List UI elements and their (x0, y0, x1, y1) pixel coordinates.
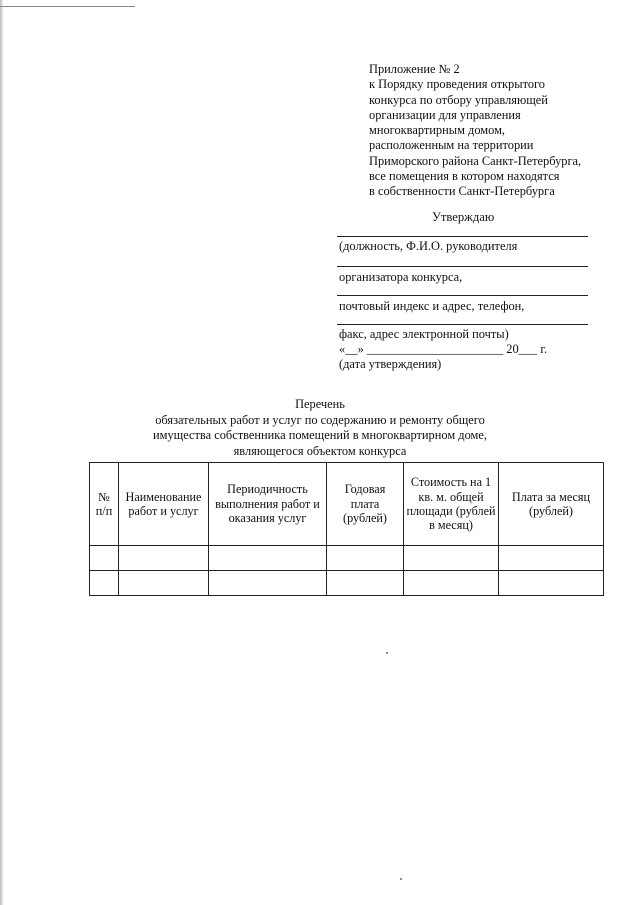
appendix-line: расположенным на территории (369, 138, 534, 153)
approval-line: факс, адрес электронной почты) (339, 327, 509, 341)
approval-date-caption: (дата утверждения) (339, 357, 442, 371)
appendix-line: Приморского района Санкт-Петербурга, (369, 153, 582, 168)
table-header-row (90, 463, 604, 546)
scan-speck (400, 878, 402, 880)
table-cell (499, 571, 604, 596)
table-cell (404, 546, 499, 571)
column-header-annual-fee: Годовая плата (рублей) (327, 463, 404, 546)
list-heading: Перечень (295, 397, 345, 411)
signature-line (337, 236, 588, 237)
table-cell (404, 571, 499, 596)
appendix-line: все помещения в котором находятся (369, 169, 560, 184)
table-cell (90, 546, 119, 571)
column-header-name: Наименование работ и услуг (119, 463, 209, 546)
list-subtitle-line: обязательных работ и услуг по содержанию и ремонту общего (155, 412, 485, 427)
appendix-header (369, 62, 619, 200)
approval-title: Утверждаю (432, 210, 495, 224)
table-cell (327, 546, 404, 571)
table-cell (209, 546, 327, 571)
appendix-line: организации для управления (369, 107, 521, 122)
list-subtitle-line: имущества собственника помещений в многоквартирном доме, (153, 428, 487, 442)
table-row (90, 571, 604, 596)
scan-speck (386, 652, 388, 654)
signature-line (337, 324, 588, 325)
appendix-line: многоквартирным домом, (369, 123, 506, 138)
table-row (90, 546, 604, 571)
approval-line: почтовый индекс и адрес, телефон, (339, 299, 525, 313)
signature-line (337, 295, 588, 296)
table-cell (90, 571, 119, 596)
appendix-line: в собственности Санкт-Петербурга (369, 184, 555, 199)
appendix-line: конкурса по отбору управляющей (369, 92, 548, 107)
list-title (0, 397, 640, 459)
works-table (89, 462, 604, 596)
approval-line: (должность, Ф.И.О. руководителя (339, 239, 518, 253)
column-header-periodicity: Периодичность выполнения работ и оказания услуг (209, 463, 327, 546)
approval-date-line: «__» ______________________ 20___ г. (339, 342, 548, 356)
table-cell (119, 571, 209, 596)
column-header-cost-per-sqm: Стоимость на 1 кв. м. общей площади (рублей в месяц) (404, 463, 499, 546)
approval-line: организатора конкурса, (339, 270, 463, 284)
table-cell (499, 546, 604, 571)
table-cell (327, 571, 404, 596)
list-subtitle-line: являющегося объектом конкурса (233, 443, 407, 458)
scan-top-line (0, 6, 135, 7)
appendix-line: Приложение № 2 (369, 62, 460, 76)
table-cell (119, 546, 209, 571)
column-header-monthly-fee: Плата за месяц (рублей) (499, 463, 604, 546)
appendix-line: к Порядку проведения открытого (369, 77, 545, 92)
column-header-number: № п/п (90, 463, 119, 546)
signature-line (337, 266, 588, 267)
table-cell (209, 571, 327, 596)
